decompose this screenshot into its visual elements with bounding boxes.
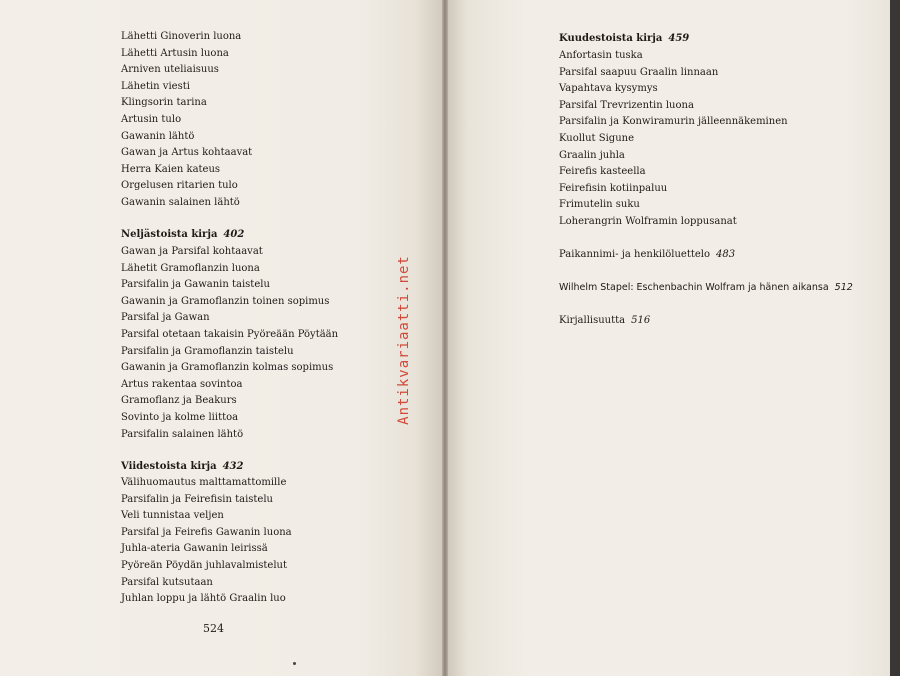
appendix-entry-text: Paikannimi- ja henkilöluettelo [559,249,711,260]
toc-entry [559,67,718,79]
toc-entry [121,81,190,93]
toc-entry [121,429,243,441]
toc-entry [121,197,240,209]
toc-entry [559,116,788,128]
toc-entry [559,100,694,112]
toc-entry [121,412,238,424]
toc-entry-text: Artus rakentaa sovintoa [121,378,243,390]
toc-entry [121,147,252,159]
toc-entry-text: Pyöreän Pöydän juhlavalmistelut [121,560,288,571]
toc-entry [121,263,260,275]
toc-entry [121,296,329,308]
toc-entry [121,131,194,143]
toc-entry [559,183,667,195]
section-heading-text: Kuudestoista kirja [559,33,663,44]
toc-entry-text: Orgelusen ritarien tulo [121,180,238,192]
toc-entry-text: Feirefisin kotiinpaluu [559,182,668,194]
toc-entry-text: Gawanin lähtö [121,130,195,142]
toc-entry [559,166,646,178]
toc-entry [121,97,207,109]
toc-entry [121,362,333,374]
toc-entry-text: Lähetit Gramoflanzin luona [121,262,260,274]
toc-entry-text: Frimutelin suku [559,199,640,211]
toc-entry [121,164,220,176]
toc-entry-text: Klingsorin tarina [121,97,207,109]
toc-entry [121,48,229,60]
appendix-entry [559,282,853,294]
section-heading-page-ref: 432 [222,461,244,472]
toc-entry [121,477,286,489]
toc-entry [121,180,238,192]
toc-entry-text: Sovinto ja kolme liittoa [121,412,239,423]
section-heading [121,461,243,473]
toc-entry-text: Herra Kaien kateus [121,163,221,175]
toc-entry-text: Vapahtava kysymys [559,83,658,95]
page-number: 524 [203,622,224,635]
toc-entry-text: Välihuomautus malttamattomille [121,477,287,488]
toc-entry [559,199,640,211]
toc-entry-text: Parsifalin ja Konwiramurin jälleennäkeminen [559,116,788,128]
toc-entry [121,64,219,76]
toc-entry-text: Parsifal kutsutaan [121,576,213,588]
toc-entry [121,543,268,555]
section-heading-text: Viidestoista kirja [121,461,217,472]
appendix-entry [559,315,650,327]
toc-entry-text: Juhla-ateria Gawanin leirissä [121,543,268,555]
toc-entry-text: Parsifal otetaan takaisin Pyöreään Pöytään [121,329,339,340]
watermark: Antikvariaatti.net [396,255,412,425]
section-heading-page-ref: 402 [223,229,245,240]
toc-entry-text: Lähetti Ginoverin luona [121,31,242,42]
toc-entry [121,329,338,341]
toc-entry [121,560,287,572]
toc-entry [121,577,213,589]
toc-entry-text: Artusin tulo [121,114,182,125]
toc-entry-text: Gawanin ja Gramoflanzin kolmas sopimus [121,362,334,374]
appendix-entry-text: Kirjallisuutta [559,315,626,326]
toc-entry-text: Feirefis kasteella [559,166,646,178]
toc-entry-text: Arniven uteliaisuus [121,64,219,76]
toc-entry-text: Anfortasin tuska [559,50,643,61]
appendix-entry-page-ref: 516 [631,315,651,326]
toc-entry-text: Lähetti Artusin luona [121,47,229,59]
toc-entry-text: Kuollut Sigune [559,133,634,144]
toc-entry [121,395,237,407]
toc-entry [121,494,273,506]
toc-entry-text: Gawan ja Parsifal kohtaavat [121,246,263,257]
book-gutter [442,0,448,676]
section-heading [121,229,244,241]
toc-entry [121,246,263,258]
toc-entry [121,379,243,391]
section-heading-page-ref: 459 [668,33,690,44]
toc-entry-text: Veli tunnistaa veljen [121,510,224,522]
toc-entry-text: Parsifal saapuu Graalin linnaan [559,66,719,78]
section-heading-text: Neljästoista kirja [121,229,218,240]
toc-entry [121,510,224,522]
toc-entry [559,83,658,95]
toc-entry [559,133,634,145]
toc-entry-text: Gawan ja Artus kohtaavat [121,147,253,159]
toc-entry-text: Parsifal ja Feirefis Gawanin luona [121,526,292,538]
toc-entry [559,216,737,228]
section-heading [559,33,689,45]
toc-entry-text: Gawanin salainen lähtö [121,197,240,208]
toc-entry [121,527,292,539]
appendix-entry-page-ref: 483 [716,249,736,260]
toc-entry-text: Parsifal Trevrizentin luona [559,99,694,111]
toc-entry-text: Gawanin ja Gramoflanzin toinen sopimus [121,295,330,307]
toc-entry-text: Parsifal ja Gawan [121,312,210,324]
toc-entry-text: Gramoflanz ja Beakurs [121,395,237,407]
appendix-entry-page-ref: 512 [834,282,853,293]
toc-entry-text: Loherangrin Wolframin loppusanat [559,216,737,227]
toc-entry [121,279,270,291]
appendix-entry [559,249,735,261]
appendix-entry-text: Wilhelm Stapel: Eschenbachin Wolfram ja hänen aikansa [559,282,829,293]
toc-entry [121,593,286,605]
book-edge [890,0,900,676]
toc-entry [121,346,294,358]
toc-entry-text: Parsifalin ja Gramoflanzin taistelu [121,345,294,357]
print-speck [293,662,296,665]
toc-entry-text: Graalin juhla [559,149,625,161]
toc-entry-text: Parsifalin salainen lähtö [121,428,244,440]
toc-entry [559,50,643,62]
toc-entry [559,150,625,162]
toc-entry-text: Juhlan loppu ja lähtö Graalin luo [121,593,286,605]
toc-entry [121,31,241,43]
toc-entry-text: Lähetin viesti [121,80,190,92]
toc-entry [121,114,181,126]
toc-entry-text: Parsifalin ja Gawanin taistelu [121,279,270,291]
toc-entry [121,312,210,324]
toc-entry-text: Parsifalin ja Feirefisin taistelu [121,493,273,505]
